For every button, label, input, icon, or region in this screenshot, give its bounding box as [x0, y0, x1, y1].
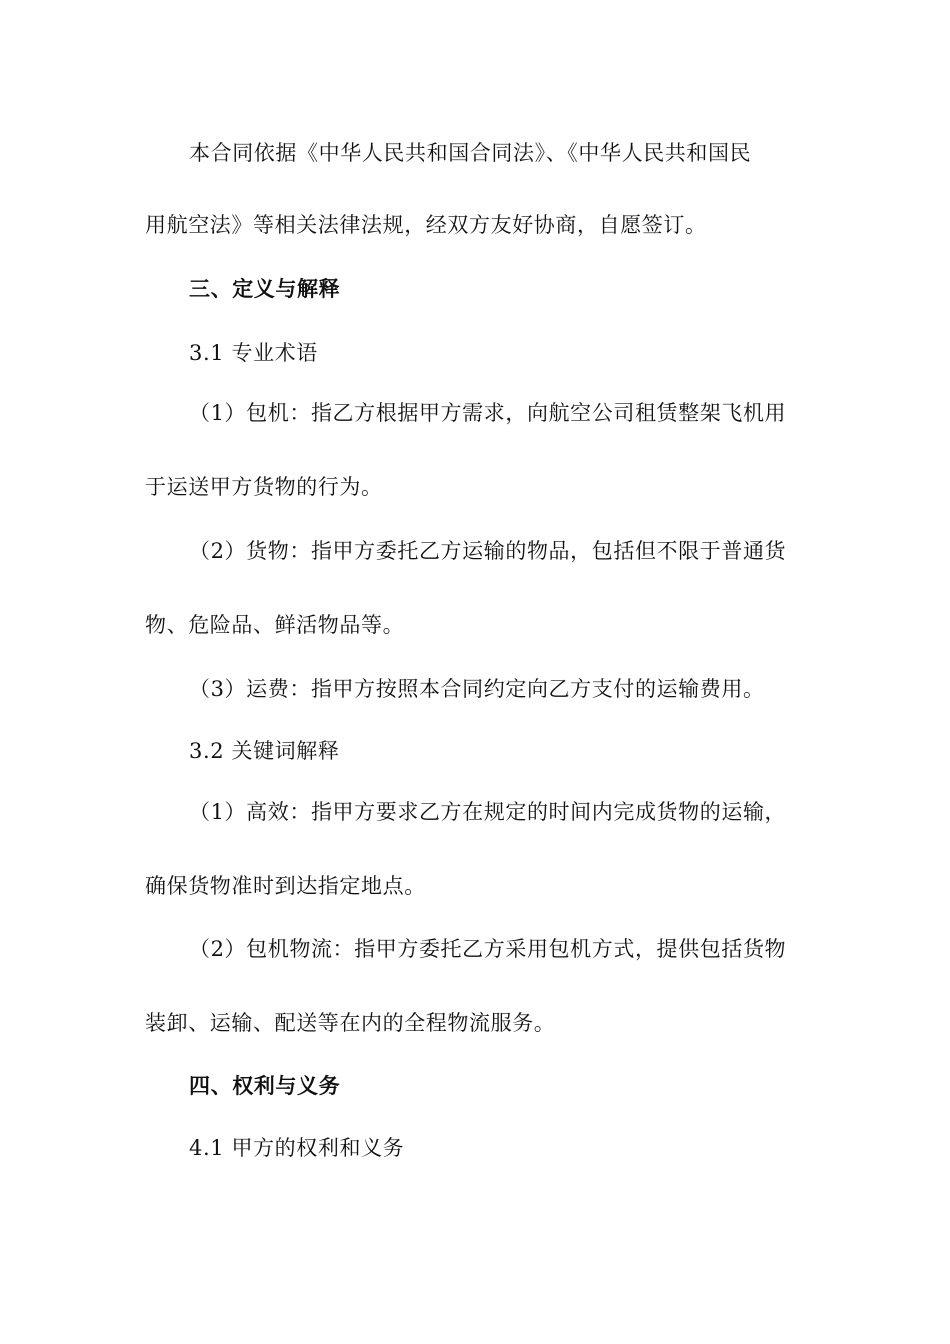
keyword-efficient-line-2: 确保货物准时到达指定地点。 [145, 874, 426, 898]
keyword-charter-logistics-line-1: （2）包机物流：指甲方委托乙方采用包机方式，提供包括货物 [189, 937, 787, 961]
definition-goods-line-2: 物、危险品、鲜活物品等。 [145, 613, 405, 637]
definition-freight: （3）运费：指甲方按照本合同约定向乙方支付的运输费用。 [189, 677, 765, 701]
keyword-efficient-line-1: （1）高效：指甲方要求乙方在规定的时间内完成货物的运输， [189, 800, 787, 824]
paragraph-legal-basis-line-2: 用航空法》等相关法律法规，经双方友好协商，自愿签订。 [145, 213, 707, 237]
definition-charter-line-2: 于运送甲方货物的行为。 [145, 475, 383, 499]
definition-charter-line-1: （1）包机：指乙方根据甲方需求，向航空公司租赁整架飞机用 [189, 401, 787, 425]
subsection-heading-party-a-rights: 4.1 甲方的权利和义务 [189, 1136, 405, 1160]
section-heading-definitions: 三、定义与解释 [189, 276, 341, 301]
section-heading-rights-obligations: 四、权利与义务 [189, 1073, 341, 1098]
keyword-charter-logistics-line-2: 装卸、运输、配送等在内的全程物流服务。 [145, 1011, 556, 1035]
subsection-heading-keywords: 3.2 关键词解释 [189, 739, 340, 763]
definition-goods-line-1: （2）货物：指甲方委托乙方运输的物品，包括但不限于普通货 [189, 539, 787, 563]
paragraph-legal-basis-line-1: 本合同依据《中华人民共和国合同法》、《中华人民共和国民 [189, 141, 752, 165]
subsection-heading-terms: 3.1 专业术语 [189, 341, 318, 365]
